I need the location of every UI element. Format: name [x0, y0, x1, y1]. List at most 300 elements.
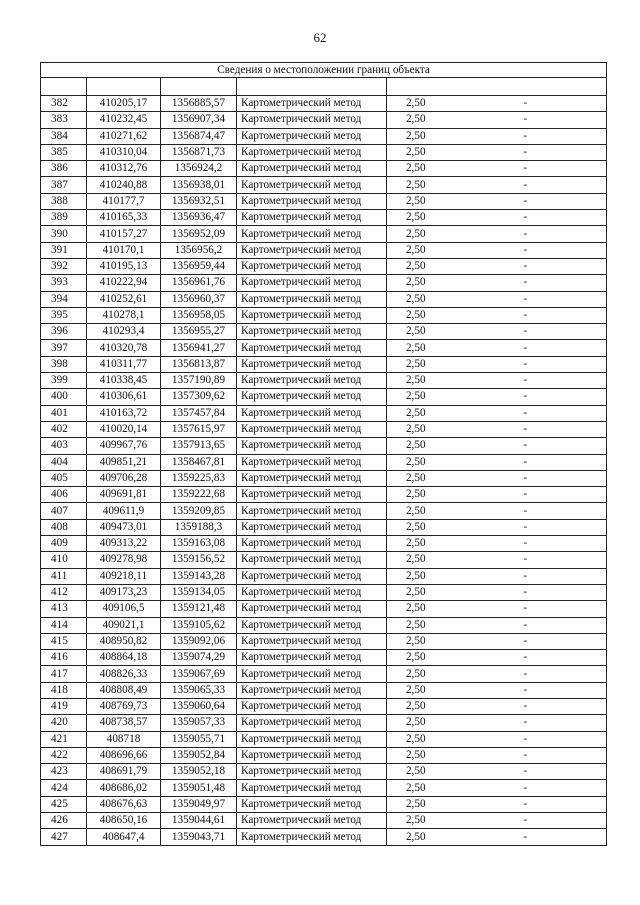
x-coordinate-cell: 408676,63: [87, 796, 161, 812]
x-coordinate-cell: 409106,5: [87, 601, 161, 617]
description-cell: -: [445, 291, 607, 307]
x-coordinate-cell: 409218,11: [87, 568, 161, 584]
description-cell: -: [445, 340, 607, 356]
method-cell: Картометрический метод: [237, 764, 387, 780]
description-cell: -: [445, 731, 607, 747]
method-cell: Картометрический метод: [237, 666, 387, 682]
table-row: [41, 438, 607, 454]
table-row: [41, 356, 607, 372]
point-number-cell: 384: [41, 128, 87, 144]
boundary-coordinates-table: [40, 62, 607, 846]
table-row: [41, 373, 607, 389]
accuracy-cell: 2,50: [387, 177, 445, 193]
x-coordinate-cell: 409278,98: [87, 552, 161, 568]
method-cell: Картометрический метод: [237, 340, 387, 356]
table-row: [41, 275, 607, 291]
x-coordinate-cell: 410278,1: [87, 307, 161, 323]
description-cell: -: [445, 584, 607, 600]
description-cell: -: [445, 128, 607, 144]
accuracy-cell: 2,50: [387, 796, 445, 812]
y-coordinate-cell: 1356952,09: [161, 226, 237, 242]
x-coordinate-cell: 410232,45: [87, 112, 161, 128]
description-cell: -: [445, 503, 607, 519]
table-row: [41, 226, 607, 242]
y-coordinate-cell: 1359052,84: [161, 747, 237, 763]
point-number-cell: 400: [41, 389, 87, 405]
y-coordinate-cell: 1356938,01: [161, 177, 237, 193]
table-row: [41, 389, 607, 405]
accuracy-cell: 2,50: [387, 454, 445, 470]
point-number-cell: 423: [41, 764, 87, 780]
table-row: [41, 601, 607, 617]
description-cell: -: [445, 438, 607, 454]
point-number-cell: 396: [41, 324, 87, 340]
point-number-cell: 412: [41, 584, 87, 600]
table-row: [41, 503, 607, 519]
point-number-cell: 425: [41, 796, 87, 812]
method-cell: Картометрический метод: [237, 193, 387, 209]
accuracy-cell: 2,50: [387, 356, 445, 372]
x-coordinate-cell: 410271,62: [87, 128, 161, 144]
table-row: [41, 698, 607, 714]
point-number-cell: 402: [41, 421, 87, 437]
description-cell: -: [445, 519, 607, 535]
point-number-cell: 426: [41, 813, 87, 829]
y-coordinate-cell: 1357615,97: [161, 421, 237, 437]
description-cell: -: [445, 226, 607, 242]
point-number-cell: 383: [41, 112, 87, 128]
point-number-cell: 410: [41, 552, 87, 568]
method-cell: Картометрический метод: [237, 568, 387, 584]
accuracy-cell: 2,50: [387, 601, 445, 617]
point-number-cell: 382: [41, 96, 87, 112]
accuracy-cell: 2,50: [387, 144, 445, 160]
description-cell: -: [445, 487, 607, 503]
method-cell: Картометрический метод: [237, 601, 387, 617]
accuracy-cell: 2,50: [387, 813, 445, 829]
method-cell: Картометрический метод: [237, 373, 387, 389]
y-coordinate-cell: 1356959,44: [161, 258, 237, 274]
x-coordinate-cell: 408738,57: [87, 715, 161, 731]
point-number-cell: 427: [41, 829, 87, 845]
x-coordinate-cell: 408718: [87, 731, 161, 747]
method-cell: Картометрический метод: [237, 503, 387, 519]
description-cell: -: [445, 112, 607, 128]
table-row: [41, 796, 607, 812]
x-coordinate-cell: 410252,61: [87, 291, 161, 307]
x-coordinate-cell: 409021,1: [87, 617, 161, 633]
description-cell: -: [445, 633, 607, 649]
x-coordinate-cell: 409173,23: [87, 584, 161, 600]
accuracy-cell: 2,50: [387, 307, 445, 323]
x-coordinate-cell: 408686,02: [87, 780, 161, 796]
x-coordinate-cell: 410312,76: [87, 161, 161, 177]
point-number-cell: 388: [41, 193, 87, 209]
description-cell: -: [445, 307, 607, 323]
x-coordinate-cell: 410338,45: [87, 373, 161, 389]
x-coordinate-cell: 409473,01: [87, 519, 161, 535]
point-number-cell: 398: [41, 356, 87, 372]
x-coordinate-cell: 410195,13: [87, 258, 161, 274]
table-row: [41, 291, 607, 307]
method-cell: Картометрический метод: [237, 780, 387, 796]
accuracy-cell: 2,50: [387, 633, 445, 649]
y-coordinate-cell: 1357190,89: [161, 373, 237, 389]
accuracy-cell: 2,50: [387, 470, 445, 486]
x-coordinate-cell: 408864,18: [87, 650, 161, 666]
table-row: [41, 747, 607, 763]
accuracy-cell: 2,50: [387, 128, 445, 144]
point-number-cell: 392: [41, 258, 87, 274]
description-cell: -: [445, 666, 607, 682]
y-coordinate-cell: 1359065,33: [161, 682, 237, 698]
method-cell: Картометрический метод: [237, 307, 387, 323]
y-coordinate-cell: 1359044,61: [161, 813, 237, 829]
table-row: [41, 112, 607, 128]
method-cell: Картометрический метод: [237, 682, 387, 698]
point-number-cell: 387: [41, 177, 87, 193]
x-coordinate-cell: 410320,78: [87, 340, 161, 356]
method-cell: Картометрический метод: [237, 210, 387, 226]
table-row: [41, 193, 607, 209]
y-coordinate-cell: 1356907,34: [161, 112, 237, 128]
point-number-cell: 421: [41, 731, 87, 747]
point-number-cell: 404: [41, 454, 87, 470]
table-row: [41, 584, 607, 600]
y-coordinate-cell: 1356924,2: [161, 161, 237, 177]
table-row: [41, 666, 607, 682]
table-row: [41, 96, 607, 112]
description-cell: -: [445, 536, 607, 552]
description-cell: -: [445, 210, 607, 226]
accuracy-cell: 2,50: [387, 747, 445, 763]
y-coordinate-cell: 1359055,71: [161, 731, 237, 747]
y-coordinate-cell: 1359049,97: [161, 796, 237, 812]
accuracy-cell: 2,50: [387, 405, 445, 421]
method-cell: Картометрический метод: [237, 536, 387, 552]
x-coordinate-cell: 410020,14: [87, 421, 161, 437]
method-cell: Картометрический метод: [237, 275, 387, 291]
y-coordinate-cell: 1359163,08: [161, 536, 237, 552]
x-coordinate-cell: 408950,82: [87, 633, 161, 649]
point-number-cell: 420: [41, 715, 87, 731]
table-row: [41, 552, 607, 568]
y-coordinate-cell: 1357913,65: [161, 438, 237, 454]
y-coordinate-cell: 1358467,81: [161, 454, 237, 470]
y-coordinate-cell: 1356932,51: [161, 193, 237, 209]
description-cell: -: [445, 715, 607, 731]
y-coordinate-cell: 1356874,47: [161, 128, 237, 144]
table-row: [41, 764, 607, 780]
x-coordinate-cell: 409691,81: [87, 487, 161, 503]
accuracy-cell: 2,50: [387, 421, 445, 437]
y-coordinate-cell: 1359067,69: [161, 666, 237, 682]
point-number-cell: 406: [41, 487, 87, 503]
table-row: [41, 829, 607, 845]
table-row: [41, 454, 607, 470]
description-cell: -: [445, 682, 607, 698]
point-number-cell: 395: [41, 307, 87, 323]
method-cell: Картометрический метод: [237, 389, 387, 405]
y-coordinate-cell: 1359188,3: [161, 519, 237, 535]
table-row: [41, 258, 607, 274]
method-cell: Картометрический метод: [237, 438, 387, 454]
description-cell: -: [445, 161, 607, 177]
method-cell: Картометрический метод: [237, 519, 387, 535]
method-cell: Картометрический метод: [237, 650, 387, 666]
description-cell: -: [445, 405, 607, 421]
y-coordinate-cell: 1359121,48: [161, 601, 237, 617]
table-row: [41, 813, 607, 829]
method-cell: Картометрический метод: [237, 584, 387, 600]
point-number-cell: 397: [41, 340, 87, 356]
accuracy-cell: 2,50: [387, 275, 445, 291]
y-coordinate-cell: 1359143,28: [161, 568, 237, 584]
table-row: [41, 242, 607, 258]
description-cell: -: [445, 275, 607, 291]
accuracy-cell: 2,50: [387, 682, 445, 698]
y-coordinate-cell: 1359074,29: [161, 650, 237, 666]
x-coordinate-cell: 408650,16: [87, 813, 161, 829]
point-number-cell: 424: [41, 780, 87, 796]
method-cell: Картометрический метод: [237, 715, 387, 731]
accuracy-cell: 2,50: [387, 731, 445, 747]
point-number-cell: 386: [41, 161, 87, 177]
table-row: [41, 731, 607, 747]
accuracy-cell: 2,50: [387, 340, 445, 356]
description-cell: -: [445, 796, 607, 812]
y-coordinate-cell: 1356960,37: [161, 291, 237, 307]
accuracy-cell: 2,50: [387, 519, 445, 535]
description-cell: -: [445, 601, 607, 617]
description-cell: -: [445, 698, 607, 714]
accuracy-cell: 2,50: [387, 829, 445, 845]
accuracy-cell: 2,50: [387, 210, 445, 226]
table-row: [41, 633, 607, 649]
accuracy-cell: 2,50: [387, 568, 445, 584]
method-cell: Картометрический метод: [237, 421, 387, 437]
description-cell: -: [445, 193, 607, 209]
accuracy-cell: 2,50: [387, 161, 445, 177]
point-number-cell: 405: [41, 470, 87, 486]
point-number-cell: 399: [41, 373, 87, 389]
table-row: [41, 210, 607, 226]
y-coordinate-cell: 1359092,06: [161, 633, 237, 649]
point-number-cell: 414: [41, 617, 87, 633]
method-cell: Картометрический метод: [237, 96, 387, 112]
method-cell: Картометрический метод: [237, 242, 387, 258]
x-coordinate-cell: 410311,77: [87, 356, 161, 372]
table-row: [41, 340, 607, 356]
table-row: [41, 617, 607, 633]
method-cell: Картометрический метод: [237, 698, 387, 714]
method-cell: Картометрический метод: [237, 128, 387, 144]
table-row: [41, 519, 607, 535]
table-row: [41, 650, 607, 666]
y-coordinate-cell: 1356958,05: [161, 307, 237, 323]
method-cell: Картометрический метод: [237, 112, 387, 128]
table-row: [41, 536, 607, 552]
accuracy-cell: 2,50: [387, 584, 445, 600]
y-coordinate-cell: 1359105,62: [161, 617, 237, 633]
table-row: [41, 470, 607, 486]
method-cell: Картометрический метод: [237, 552, 387, 568]
accuracy-cell: 2,50: [387, 487, 445, 503]
accuracy-cell: 2,50: [387, 112, 445, 128]
y-coordinate-cell: 1356936,47: [161, 210, 237, 226]
method-cell: Картометрический метод: [237, 291, 387, 307]
x-coordinate-cell: 409851,21: [87, 454, 161, 470]
point-number-cell: 409: [41, 536, 87, 552]
y-coordinate-cell: 1356885,57: [161, 96, 237, 112]
table-row: [41, 307, 607, 323]
description-cell: -: [445, 144, 607, 160]
method-cell: Картометрический метод: [237, 747, 387, 763]
method-cell: Картометрический метод: [237, 470, 387, 486]
x-coordinate-cell: 410177,7: [87, 193, 161, 209]
point-number-cell: 390: [41, 226, 87, 242]
y-coordinate-cell: 1359051,48: [161, 780, 237, 796]
table-row: [41, 715, 607, 731]
accuracy-cell: 2,50: [387, 96, 445, 112]
table-row: [41, 324, 607, 340]
x-coordinate-cell: 410240,88: [87, 177, 161, 193]
accuracy-cell: 2,50: [387, 226, 445, 242]
point-number-cell: 394: [41, 291, 87, 307]
point-number-cell: 389: [41, 210, 87, 226]
table-row: [41, 780, 607, 796]
x-coordinate-cell: 410170,1: [87, 242, 161, 258]
accuracy-cell: 2,50: [387, 552, 445, 568]
table-row: [41, 177, 607, 193]
x-coordinate-cell: 408808,49: [87, 682, 161, 698]
x-coordinate-cell: 408769,73: [87, 698, 161, 714]
method-cell: Картометрический метод: [237, 405, 387, 421]
accuracy-cell: 2,50: [387, 389, 445, 405]
y-coordinate-cell: 1356941,27: [161, 340, 237, 356]
accuracy-cell: 2,50: [387, 193, 445, 209]
point-number-cell: 419: [41, 698, 87, 714]
table-body: [41, 63, 607, 846]
method-cell: Картометрический метод: [237, 454, 387, 470]
description-cell: -: [445, 324, 607, 340]
y-coordinate-cell: 1356961,76: [161, 275, 237, 291]
point-number-cell: 417: [41, 666, 87, 682]
description-cell: -: [445, 96, 607, 112]
accuracy-cell: 2,50: [387, 373, 445, 389]
table-row: [41, 421, 607, 437]
y-coordinate-cell: 1356813,87: [161, 356, 237, 372]
point-number-cell: 407: [41, 503, 87, 519]
x-coordinate-cell: 408696,66: [87, 747, 161, 763]
description-cell: -: [445, 552, 607, 568]
table-row: [41, 144, 607, 160]
description-cell: -: [445, 650, 607, 666]
x-coordinate-cell: 409313,22: [87, 536, 161, 552]
y-coordinate-cell: 1356956,2: [161, 242, 237, 258]
point-number-cell: 422: [41, 747, 87, 763]
x-coordinate-cell: 408647,4: [87, 829, 161, 845]
x-coordinate-cell: 410222,94: [87, 275, 161, 291]
y-coordinate-cell: 1359209,85: [161, 503, 237, 519]
description-cell: -: [445, 568, 607, 584]
method-cell: Картометрический метод: [237, 324, 387, 340]
table-header-row: [41, 63, 607, 78]
description-cell: -: [445, 813, 607, 829]
y-coordinate-cell: 1357309,62: [161, 389, 237, 405]
x-coordinate-cell: 410165,33: [87, 210, 161, 226]
description-cell: -: [445, 747, 607, 763]
x-coordinate-cell: 409967,76: [87, 438, 161, 454]
method-cell: Картометрический метод: [237, 796, 387, 812]
description-cell: -: [445, 470, 607, 486]
x-coordinate-cell: 410310,04: [87, 144, 161, 160]
point-number-cell: 385: [41, 144, 87, 160]
y-coordinate-cell: 1359052,18: [161, 764, 237, 780]
description-cell: -: [445, 617, 607, 633]
y-coordinate-cell: 1359043,71: [161, 829, 237, 845]
description-cell: -: [445, 829, 607, 845]
x-coordinate-cell: 410163,72: [87, 405, 161, 421]
description-cell: -: [445, 242, 607, 258]
accuracy-cell: 2,50: [387, 764, 445, 780]
x-coordinate-cell: 408826,33: [87, 666, 161, 682]
accuracy-cell: 2,50: [387, 291, 445, 307]
accuracy-cell: 2,50: [387, 324, 445, 340]
x-coordinate-cell: 408691,79: [87, 764, 161, 780]
method-cell: Картометрический метод: [237, 617, 387, 633]
description-cell: -: [445, 780, 607, 796]
table-row: [41, 161, 607, 177]
accuracy-cell: 2,50: [387, 503, 445, 519]
description-cell: -: [445, 373, 607, 389]
method-cell: Картометрический метод: [237, 258, 387, 274]
accuracy-cell: 2,50: [387, 258, 445, 274]
accuracy-cell: 2,50: [387, 666, 445, 682]
method-cell: Картометрический метод: [237, 633, 387, 649]
accuracy-cell: 2,50: [387, 780, 445, 796]
page-number: 62: [313, 30, 327, 45]
table-row: [41, 405, 607, 421]
point-number-cell: 401: [41, 405, 87, 421]
table-row: [41, 568, 607, 584]
description-cell: -: [445, 389, 607, 405]
accuracy-cell: 2,50: [387, 242, 445, 258]
accuracy-cell: 2,50: [387, 438, 445, 454]
method-cell: Картометрический метод: [237, 731, 387, 747]
point-number-cell: 408: [41, 519, 87, 535]
table-row: [41, 487, 607, 503]
method-cell: Картометрический метод: [237, 487, 387, 503]
point-number-cell: 413: [41, 601, 87, 617]
method-cell: Картометрический метод: [237, 829, 387, 845]
y-coordinate-cell: 1359222,68: [161, 487, 237, 503]
point-number-cell: 393: [41, 275, 87, 291]
y-coordinate-cell: 1359057,33: [161, 715, 237, 731]
y-coordinate-cell: 1359134,05: [161, 584, 237, 600]
point-number-cell: 415: [41, 633, 87, 649]
description-cell: -: [445, 454, 607, 470]
x-coordinate-cell: 410293,4: [87, 324, 161, 340]
method-cell: Картометрический метод: [237, 161, 387, 177]
x-coordinate-cell: 409706,28: [87, 470, 161, 486]
method-cell: Картометрический метод: [237, 177, 387, 193]
description-cell: -: [445, 356, 607, 372]
accuracy-cell: 2,50: [387, 650, 445, 666]
method-cell: Картометрический метод: [237, 356, 387, 372]
y-coordinate-cell: 1356955,27: [161, 324, 237, 340]
description-cell: -: [445, 764, 607, 780]
